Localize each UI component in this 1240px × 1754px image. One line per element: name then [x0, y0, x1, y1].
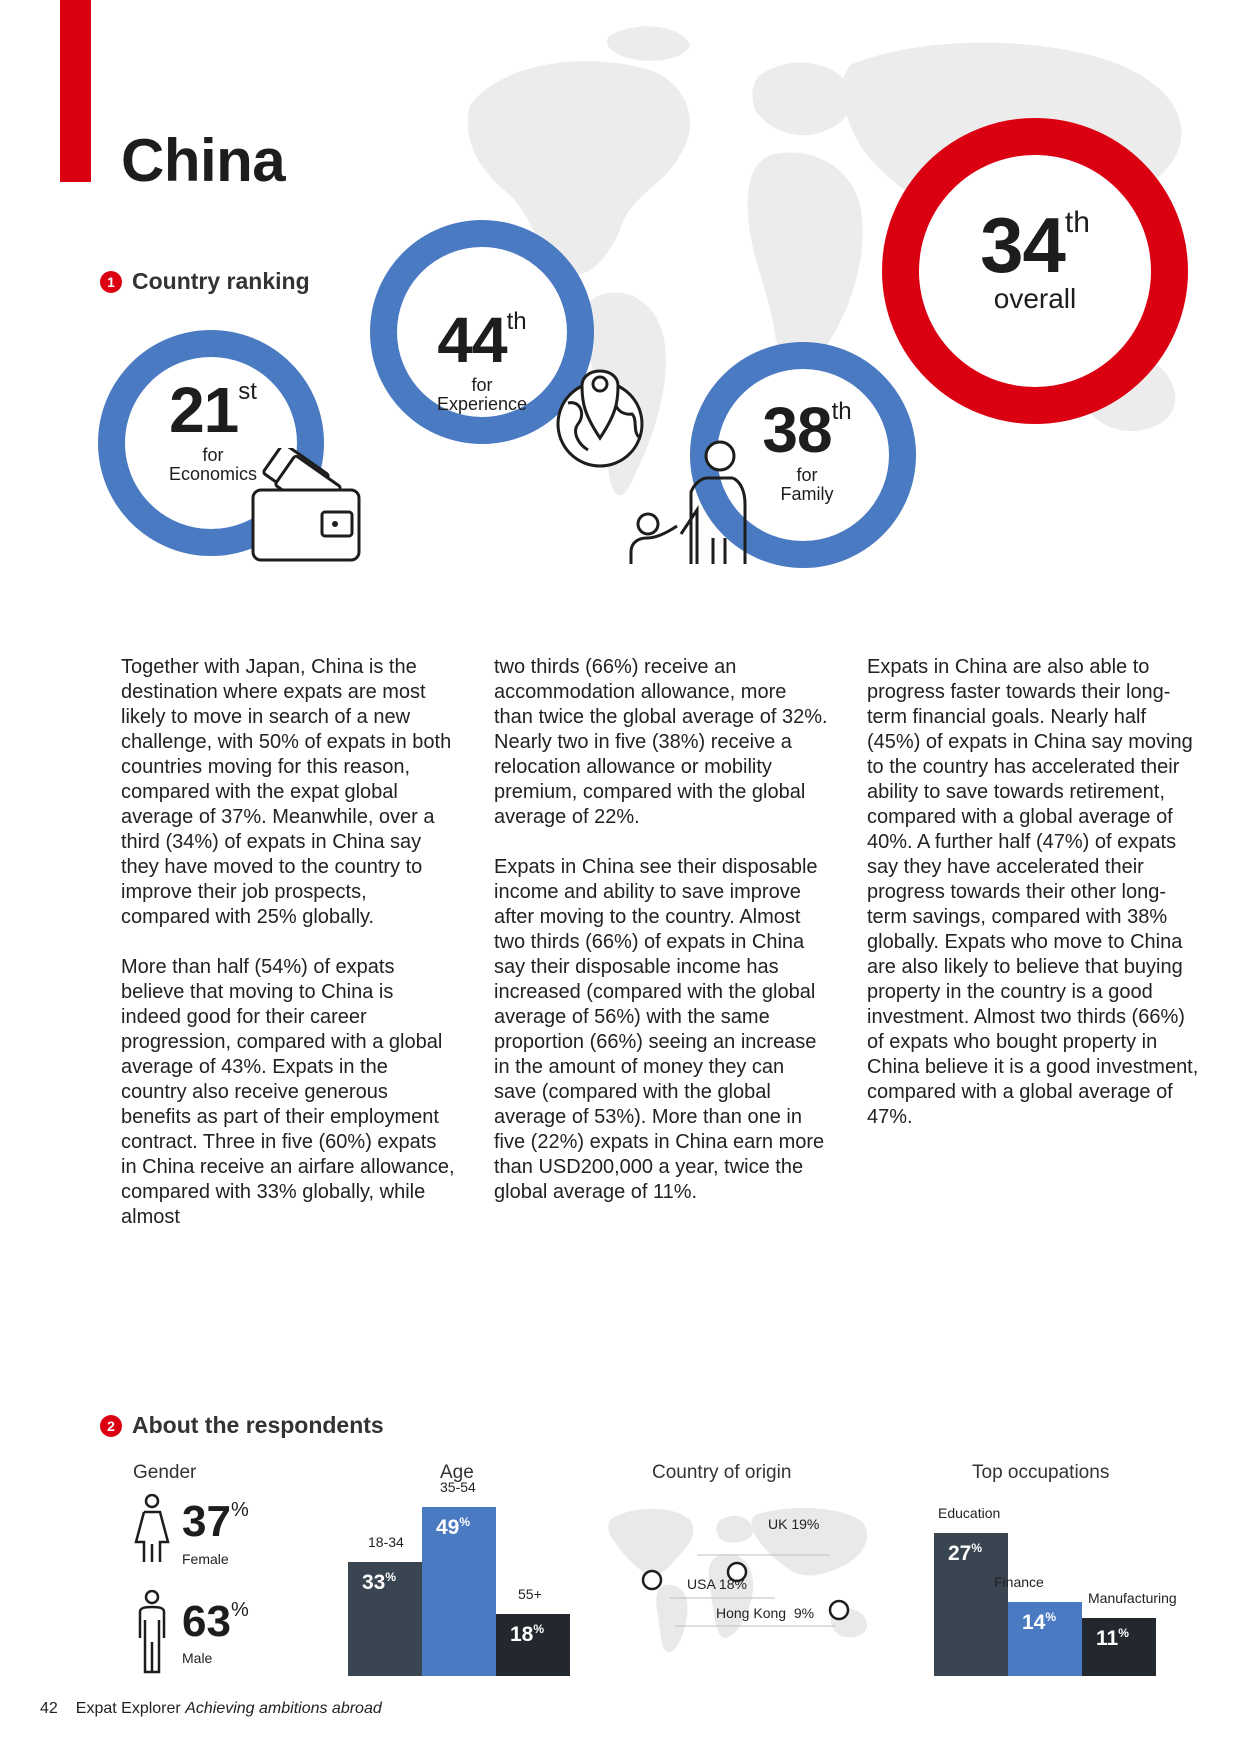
- age-bar-value: 18: [510, 1622, 534, 1646]
- age-bar-label: 18-34: [368, 1534, 404, 1551]
- publication-name: Expat Explorer: [75, 1700, 181, 1717]
- age-bar-label: 35-54: [440, 1478, 476, 1495]
- ranking-suffix: th: [506, 308, 527, 335]
- section-heading-respondents: [100, 1412, 384, 1439]
- female-stat: [182, 1497, 249, 1546]
- ranking-number: 38: [762, 394, 832, 466]
- section-number-badge: 2: [100, 1415, 122, 1437]
- ranking-label: overall: [993, 283, 1077, 314]
- occupation-bar-unit: %: [1045, 1609, 1057, 1624]
- female-label: Female: [182, 1551, 229, 1567]
- male-label: Male: [182, 1650, 213, 1666]
- male-stat: [182, 1597, 249, 1646]
- female-value: 37: [182, 1497, 231, 1546]
- ranking-experience: [412, 304, 552, 414]
- body-column-1: [121, 655, 456, 1255]
- ranking-suffix: th: [1064, 206, 1090, 239]
- ranking-suffix: th: [831, 398, 852, 425]
- occupation-bar-unit: %: [1118, 1625, 1129, 1640]
- ranking-family: [737, 394, 877, 504]
- ranking-number: 34: [980, 201, 1065, 289]
- origin-label-usa: USA 18%: [687, 1576, 747, 1592]
- ranking-number: 21: [169, 374, 239, 446]
- age-heading: Age: [440, 1462, 474, 1483]
- ranking-label-line1: for: [202, 445, 224, 465]
- page-footer: [40, 1700, 382, 1718]
- age-bar-unit: %: [459, 1514, 471, 1529]
- occupation-bar-value: 27: [948, 1541, 972, 1565]
- age-bar-2: [422, 1507, 496, 1676]
- male-unit: %: [230, 1599, 249, 1621]
- age-bar-3: [496, 1614, 570, 1676]
- occupation-bar-label: Finance: [994, 1573, 1044, 1590]
- gender-heading: Gender: [133, 1462, 197, 1483]
- section-number-badge: 1: [100, 271, 122, 293]
- page-number: 42: [40, 1700, 58, 1717]
- paragraph: More than half (54%) of expats believe that moving to China is indeed good for their career progression, compared with a global average of 43%. Expats in the country also receive generous benefits as part of their employment contract. Three in five (60%) expats in China receive an airfare allowance, compared with 33% globally, while almost: [121, 956, 455, 1228]
- occupation-bar-label: Education: [938, 1504, 1001, 1521]
- ranking-label-line1: for: [471, 375, 493, 395]
- age-bar-1: [348, 1562, 422, 1676]
- occupation-bar-label: Manufacturing: [1088, 1589, 1177, 1606]
- section-heading-text: About the respondents: [132, 1412, 384, 1438]
- occupation-bar-2: [1008, 1602, 1082, 1676]
- section-heading-country-ranking: [100, 268, 310, 295]
- age-bar-unit: %: [385, 1570, 397, 1585]
- ranking-label-line2: Family: [780, 483, 834, 504]
- occupation-bar-value: 11: [1096, 1626, 1119, 1650]
- page-title: China: [121, 127, 286, 194]
- female-icon: [132, 1494, 172, 1564]
- ranking-label-line1: for: [796, 465, 818, 485]
- occupation-bar-unit: %: [971, 1540, 983, 1555]
- ranking-overall: [950, 201, 1120, 314]
- publication-subtitle: Achieving ambitions abroad: [185, 1700, 382, 1717]
- body-column-3: [867, 655, 1202, 1155]
- family-icon: [625, 438, 750, 566]
- occupation-bar-1: [934, 1533, 1008, 1676]
- section-heading-text: Country ranking: [132, 268, 310, 294]
- paragraph: Together with Japan, China is the destination where expats are most likely to move in search of a new challenge, with 50% of expats in both countries moving for this reason, compared with the expat global average of 37%. Meanwhile, over a third (34%) of expats in China say they have moved to the country to improve their job prospects, compared with 25% globally.: [121, 656, 452, 928]
- origin-label-hong-kong: Hong Kong 9%: [716, 1605, 815, 1621]
- age-bar-value: 49: [436, 1515, 460, 1539]
- paragraph: two thirds (66%) receive an accommodation allowance, more than twice the global average of 32%. Nearly two in five (38%) receive a relocation allowance or mobility premium, compared with the global average of 22%.: [494, 656, 828, 828]
- paragraph: Expats in China see their disposable income and ability to save improve after moving to the country. Almost two thirds (66%) of expats in China say their disposable income has increased (compared with the global average of 56%) with the same proportion (66%) seeing an increase in the amount of money they can save (compared with the global average of 53%). More than one in five (22%) expats in China earn more than USD200,000 a year, twice the global average of 11%.: [494, 856, 825, 1203]
- ranking-number: 44: [437, 304, 507, 376]
- origin-label-uk: UK 19%: [768, 1516, 820, 1532]
- age-bar-unit: %: [533, 1621, 545, 1636]
- paragraph: Expats in China are also able to progress faster towards their long-term financial goals. Nearly half (45%) of expats in China say moving to the country has accelerated their ability to save towards retirement, compared with a global average of 40%. A further half (47%) of expats say they have accelerated their progress towards their other long-term savings, compared with 38% globally. Expats who move to China are also likely to believe that buying property in the country is a good investment. Almost two thirds (66%) of expats who bought property in China believe it is a good investment, compared with a global average of 47%.: [867, 656, 1199, 1128]
- wallet-icon: [250, 448, 362, 566]
- age-bar-value: 33: [362, 1571, 386, 1595]
- ranking-label-line2: Economics: [168, 463, 258, 484]
- body-column-2: [494, 655, 829, 1230]
- age-bar-label: 55+: [518, 1585, 542, 1602]
- ranking-label-line2: Experience: [436, 393, 528, 414]
- accent-bar: [60, 0, 91, 182]
- female-unit: %: [230, 1499, 249, 1521]
- male-value: 63: [182, 1597, 231, 1646]
- origin-heading: Country of origin: [652, 1462, 792, 1483]
- occupation-bar-value: 14: [1022, 1610, 1046, 1634]
- occupation-bar-3: [1082, 1618, 1156, 1676]
- ranking-suffix: st: [238, 378, 257, 405]
- male-icon: [132, 1590, 172, 1674]
- occupations-heading: Top occupations: [972, 1462, 1110, 1483]
